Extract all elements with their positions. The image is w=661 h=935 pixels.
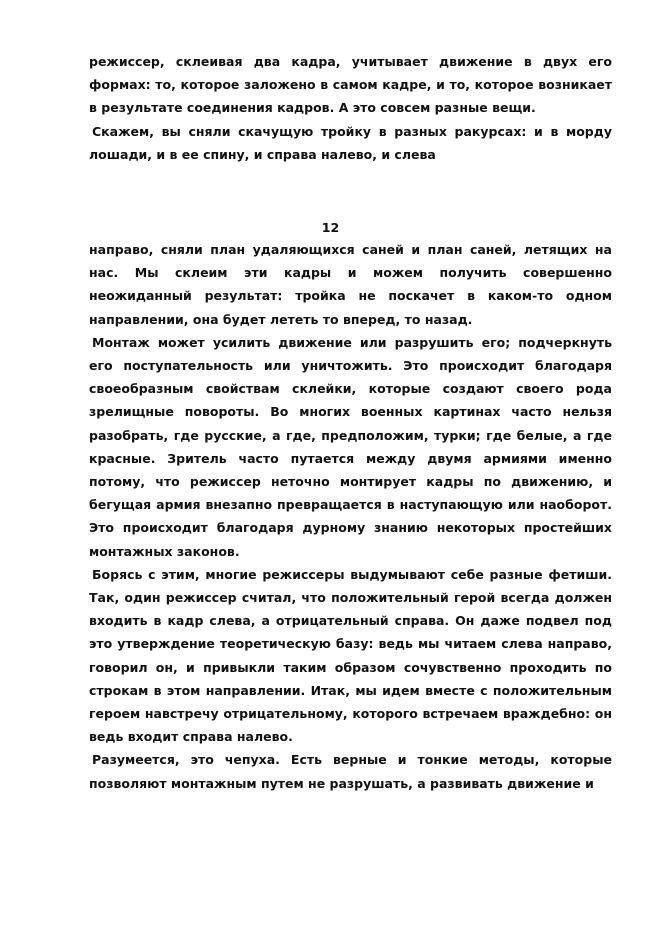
paragraph: Борясь с этим, многие режиссеры выдумывают себе разные фетиши. Так, один режиссер считал, что положительный герой всегда должен входить в кадр слева, а отрицательный справа. Он даже подвел под это утверждение теоретическую базу: ведь мы читаем слева направо, говорил он, и привыкли таким образом сочувственно проходить по строкам в этом направлении. Итак, мы идем вместе с положительным героем навстречу отрицательному, которого встречаем враждебно: он ведь входит справа налево. [89, 566, 612, 745]
paragraph: направо, сняли план удаляющихся саней и план саней, летящих на нас. Мы склеим эти кадры и можем получить совершенно неожиданный результат: тройка не поскачет в каком-то одном направлении, она будет лететь то вперед, то назад. [89, 242, 612, 327]
paragraph: Разумеется, это чепуха. Есть верные и тонкие методы, которые позволяют монтажным путем не разрушать, а развивать движение и [89, 752, 612, 791]
paragraph: режиссер, склеивая два кадра, учитывает движение в двух его формах: то, которое заложено в самом кадре, и то, которое возникает в результате соединения кадров. А это совсем разные вещи. [89, 54, 612, 116]
paragraph: Скажем, вы сняли скачущую тройку в разных ракурсах: и в морду лошади, и в ее спину, и справа налево, и слева [89, 123, 612, 162]
page-number: 12 [321, 220, 340, 235]
text-block-top [89, 50, 612, 166]
text-block-bottom [89, 238, 612, 795]
paragraph: Монтаж может усилить движение или разрушить его; подчеркнуть его поступательность или уничтожить. Это происходит благодаря своеобразным свойствам склейки, которые создают своего рода зрелищные повороты. Во многих военных картинах часто нельзя разобрать, где русские, а где, предположим, турки; где белые, а где красные. Зритель часто путается между двумя армиями именно потому, что режиссер неточно монтирует кадры по движению, и бегущая армия внезапно превращается в наступающую или наоборот. Это происходит благодаря дурному знанию некоторых простейших монтажных законов. [89, 334, 612, 559]
